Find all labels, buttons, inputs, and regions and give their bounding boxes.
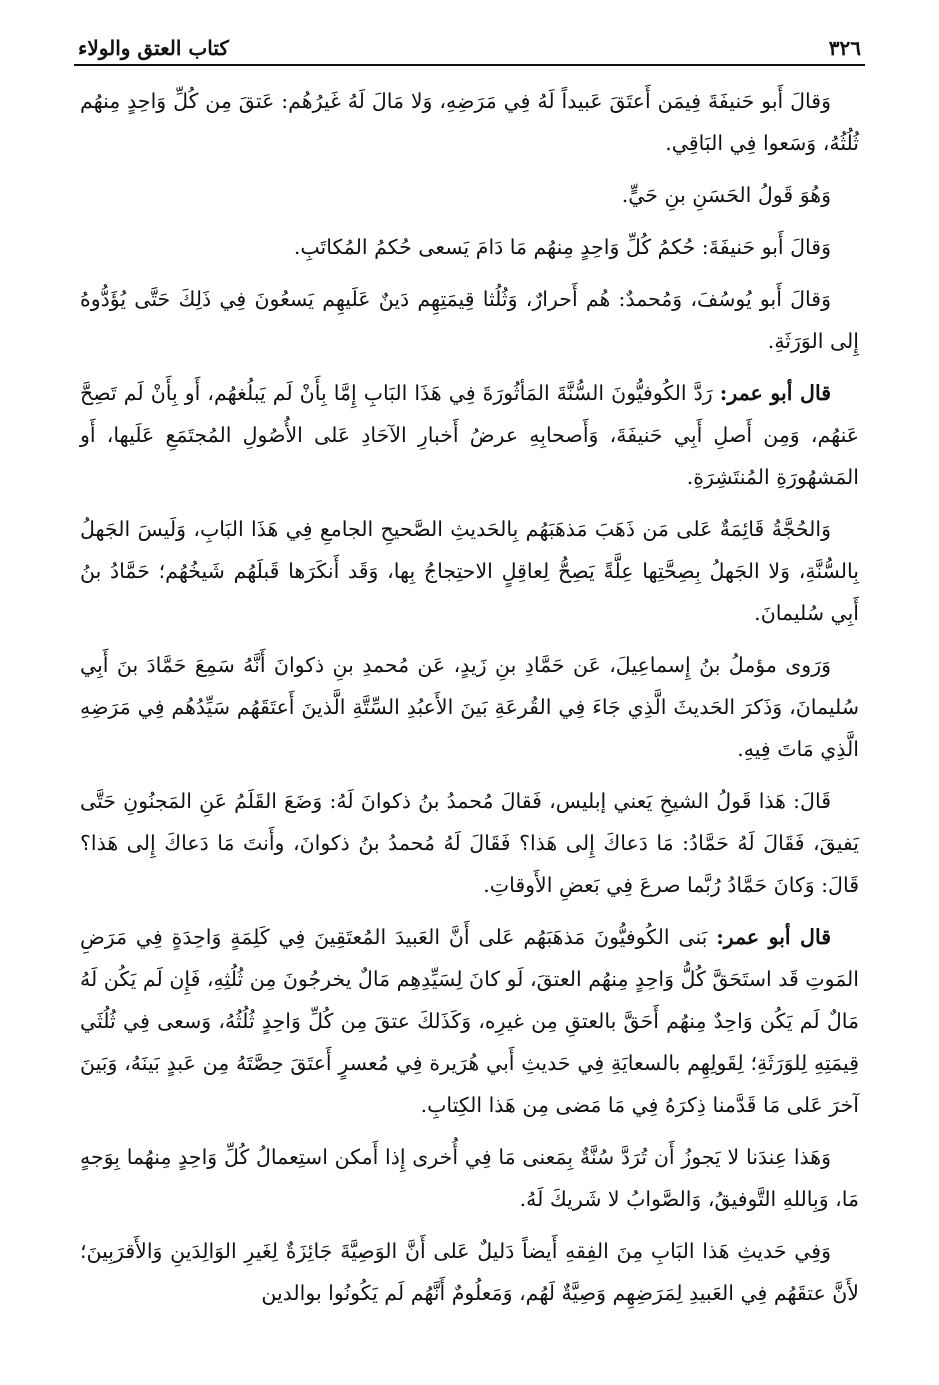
paragraph-text: وَقالَ أَبو يُوسُفَ، وَمُحمدٌ: هُم أَحرارٌ، وَثُلُثا قِيمَتِهِم دَينٌ عَلَيهِم يَسعُونَ فِي ذَلِكَ حَتَّى يُؤَدُّوهُ إِلى الوَرَثَةِ. (80, 287, 859, 353)
paragraph (80, 226, 859, 268)
paragraph (80, 278, 859, 362)
paragraph (80, 372, 859, 498)
page-body (80, 80, 859, 1314)
paragraph (80, 1136, 859, 1220)
paragraph-lead: قال أبو عمر: (716, 925, 831, 949)
paragraph (80, 1230, 859, 1314)
page-number: ٣٢٦ (828, 36, 861, 60)
paragraph (80, 780, 859, 906)
paragraph-text: وَهَذا عِندَنا لا يَجوزُ أَن تُرَدَّ سُنَّةٌ بِمَعنى مَا فِي أُخرى إِذا أَمكن استِعمالُ كُلِّ وَاحِدٍ مِنهُما بِوَجهٍ مَا، وَبِاللهِ التَّوفيقُ، وَالصَّوابُ لا شَريكَ لَهُ. (80, 1145, 859, 1211)
paragraph (80, 174, 859, 216)
paragraph-lead: قال أبو عمر: (719, 381, 831, 405)
paragraph-text: قَالَ: هَذا قَولُ الشيخِ يَعني إبليس، فَقالَ مُحمدُ بنُ ذكوانَ لَهُ: وَضَعَ القَلَمُ عَنِ المَجنُونِ حَتَّى يَفيقَ، فَقَالَ لَهُ حَمَّادُ: مَا دَعاكَ إِلى هَذا؟ فَقَالَ لَهُ مُحمدُ بنُ ذكوانَ، وأَنتَ مَا دَعاكَ إِلى هَذا؟ قَالَ: وَكانَ حَمَّادُ رُبَّما صرعَ فِي بَعضِ الأَوقاتِ. (80, 789, 859, 897)
paragraph-text: بَنى الكُوفيُّونَ مَذهَبَهُم عَلى أَنَّ العَبيدَ المُعتَقِينَ فِي كَلِمَةٍ وَاحِدَةٍ فِي مَرَضِ المَوتِ قَد استَحَقَّ كُلُّ وَاحِدٍ مِنهُم العتقَ، لَو كانَ لِسَيِّدِهِم مَالٌ يخرجُونَ مِن ثُلُثِهِ، فَإِن لَم يَكُن لَهُ مَالٌ لَم يَكُن وَاحِدٌ مِنهُم أَحَقَّ بالعتقِ مِن غيرِه، وَكَذَلكَ عتقَ مِن كُلِّ وَاحِدٍ ثُلُثُهُ، وَسعى فِي ثُلُثَي قِيمَتِهِ لِلوَرَثَةِ؛ لِقَولِهِم بالسعايَةِ فِي حَديثِ أَبي هُرَيرة فِي مُعسرٍ أَعتَقَ حِصَّتَهُ مِن عَبدٍ بَينَهُ، وَبَينَ آخرَ عَلى مَا قَدَّمنا ذِكرَهُ فِي مَا مَضى مِن هَذا الكِتابِ. (80, 925, 859, 1117)
running-header (74, 24, 865, 66)
paragraph-text: رَدَّ الكُوفيُّونَ السُّنَّةَ المَأثُورَةَ فِي هَذَا البَابِ إِمَّا بِأَنْ لَم يَبلُغهُم، أَو بِأَنْ لَم تَصِحَّ عَنهُم، وَمِن أَصلِ أَبِي حَنيفَةَ، وَأَصحابِهِ عرضُ أَخبارِ الآحَادِ عَلى الأُصُولِ المُجتَمَعِ عَلَيها، أَو المَشهُورَةِ المُنتَشِرَةِ. (80, 381, 859, 489)
paragraph-text: وَفِي حَديثِ هَذا البَابِ مِنَ الفِقهِ أَيضاً دَليلٌ عَلى أَنَّ الوَصِيَّةَ جَائِزَةٌ لِغَيرِ الوَالِدَينِ وَالأَقرَبِينَ؛ لأَنَّ عتقَهُم فِي العَبيدِ لِمَرَضِهِم وَصِيَّةٌ لَهُم، وَمَعلُومٌ أَنَّهُم لَم يَكُونُوا بوالدين (80, 1239, 859, 1305)
paragraph-text: وَقالَ أَبو حَنيفَةَ: حُكمُ كُلِّ وَاحِدٍ مِنهُم مَا دَامَ يَسعى حُكمُ المُكاتَبِ. (293, 235, 831, 259)
book-title: كتاب العتق والولاء (78, 36, 229, 60)
paragraph-text: وَقالَ أَبو حَنيفَةَ فِيمَن أَعتَقَ عَبيداً لَهُ فِي مَرَضِهِ، وَلا مَالَ لَهُ غَيرُهُم: عَتقَ مِن كُلِّ وَاحِدٍ مِنهُم ثُلُثُهُ، وَسَعوا فِي البَاقِي. (80, 89, 859, 155)
paragraph (80, 916, 859, 1126)
paragraph-text: وَالحُجَّةُ قَائِمَةٌ عَلى مَن ذَهَبَ مَذهَبَهُم بِالحَديثِ الصَّحيحِ الجامعِ فِي هَذَا البَابِ، وَلَيسَ الجَهلُ بِالسُّنَّةِ، وَلا الجَهلُ بِصِحَّتِها عِلَّةً يَصِحُّ لِعاقِلٍ الاحتِجاجُ بِها، وَقَد أَنكَرَها قَبلَهُم شَيخُهُم؛ حَمَّادُ بنُ أَبِي سُليمانَ. (80, 517, 859, 625)
paragraph (80, 508, 859, 634)
paragraph-text: وَرَوى مؤملُ بنُ إِسماعِيلَ، عَن حَمَّادِ بنِ زَيدٍ، عَن مُحمدِ بنِ ذكوانَ أَنَّهُ سَمِعَ حَمَّادَ بنَ أَبِي سُليمانَ، وَذَكرَ الحَديثَ الَّذِي جَاءَ فِي القُرعَةِ بَينَ الأَعبُدِ السِّتَّةِ الَّذينَ أَعتَقَهُم سَيِّدُهُم فِي مَرَضِهِ الَّذِي مَاتَ فِيهِ. (80, 653, 859, 761)
paragraph-text: وَهُوَ قَولُ الحَسَنِ بنِ حَيٍّ. (621, 183, 831, 207)
paragraph (80, 80, 859, 164)
paragraph (80, 644, 859, 770)
